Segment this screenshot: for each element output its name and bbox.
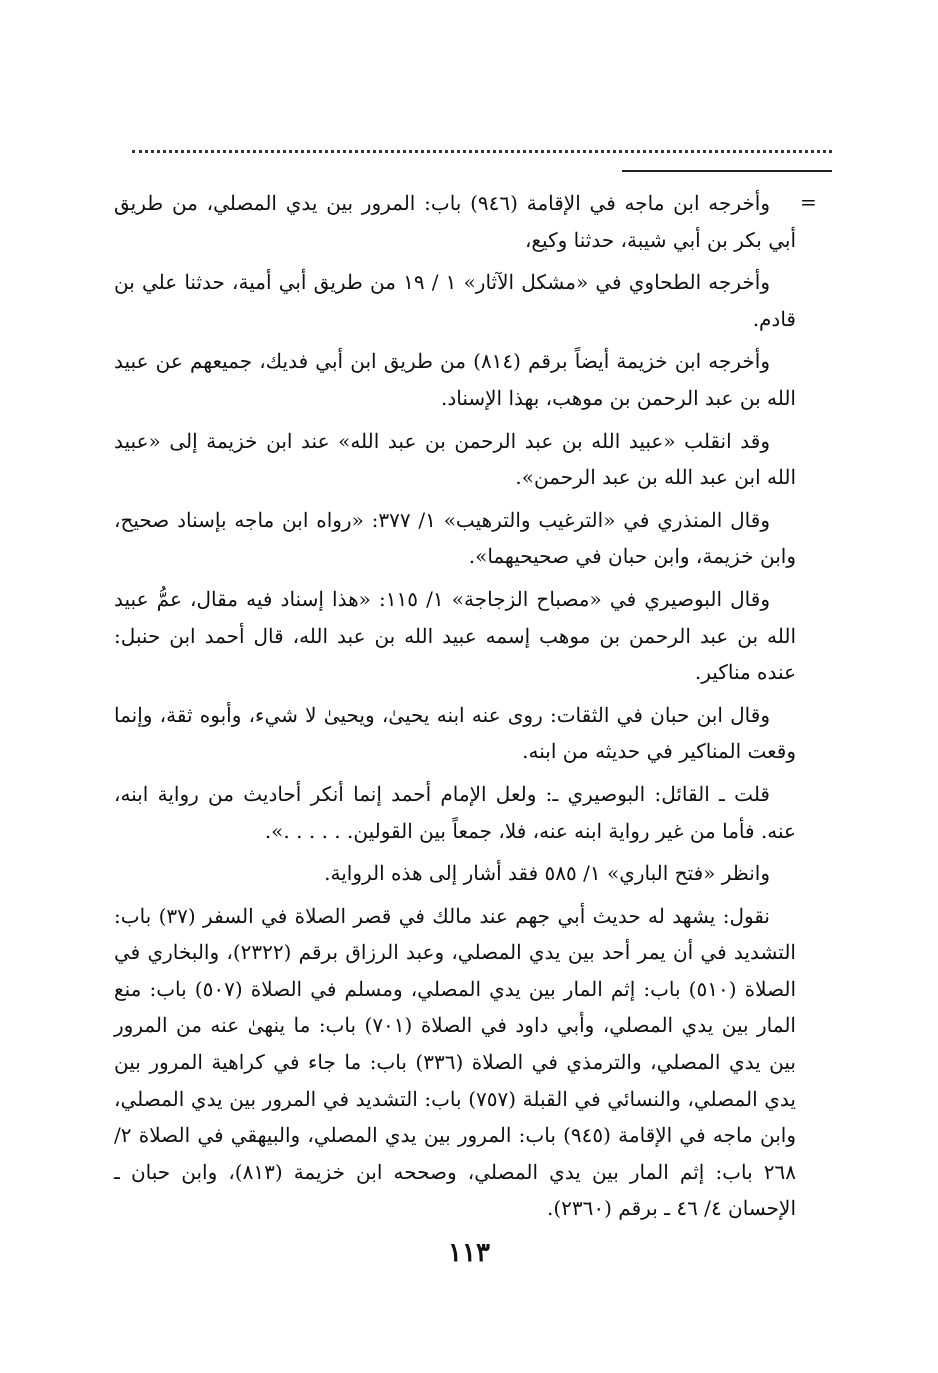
page-number: ١١٣ <box>448 1238 490 1268</box>
dotted-separator <box>132 150 832 153</box>
paragraph: نقول: يشهد له حديث أبي جهم عند مالك في قصر الصلاة في السفر (٣٧) باب: التشديد في أن يمر أحد بين يدي المصلي، وعبد الرزاق برقم (٢٣٢٢)، والبخاري في الصلاة (٥١٠) باب: إثم المار بين يدي المصلي، ومسلم في الصلاة (٥٠٧) باب: منع المار بين يدي المصلي، وأبي داود في الصلاة (٧٠١) باب: ما ينهىٰ عنه من المرور بين يدي المصلي، والترمذي في الصلاة (٣٣٦) باب: ما جاء في كراهية المرور بين يدي المصلي، والنسائي في القبلة (٧٥٧) باب: التشديد في المرور بين يدي المصلي، وابن ماجه في الإقامة (٩٤٥) باب: المرور بين يدي المصلي، والبيهقي في الصلاة ٢/ ٢٦٨ باب: إثم المار بين يدي المصلي، وصححه ابن خزيمة (٨١٣)، وابن حبان ـ الإحسان ٤/ ٤٦ ـ برقم (٢٣٦٠). <box>114 903 797 1221</box>
continuation-mark: = <box>800 190 817 214</box>
footnote-rule <box>622 170 832 172</box>
paragraph: وأخرجه ابن ماجه في الإقامة (٩٤٦) باب: المرور بين يدي المصلي، من طريق أبي بكر بن أبي شيبة، حدثنا وكيع، <box>114 191 796 252</box>
paragraph: وانظر «فتح الباري» ١/ ٥٨٥ فقد أشار إلى هذه الرواية. <box>324 861 770 886</box>
paragraph: وقال البوصيري في «مصباح الزجاجة» ١/ ١١٥: «هذا إسناد فيه مقال، عمُّ عبيد الله بن عبد الرحمن بن موهب إسمه عبيد الله بن عبد الله، قال أحمد ابن حنبل: عنده مناكير. <box>114 586 796 685</box>
paragraph: وأخرجه الطحاوي في «مشكل الآثار» ١ / ١٩ من طريق أبي أمية، حدثنا علي بن قادم. <box>114 270 796 331</box>
paragraph: وقد انقلب «عبيد الله بن عبد الرحمن بن عبد الله» عند ابن خزيمة إلى «عبيد الله ابن عبد الله بن عبد الرحمن». <box>114 428 796 490</box>
paragraph: وقال المنذري في «الترغيب والترهيب» ١/ ٣٧٧: «رواه ابن ماجه بإسناد صحيح، وابن خزيمة، وابن حبان في صحيحيهما». <box>114 507 796 569</box>
paragraph: وقال ابن حبان في الثقات: روى عنه ابنه يحيىٰ، ويحيىٰ لا شيء، وأبوه ثقة، وإنما وقعت المناكير في حديثه من ابنه. <box>114 702 796 764</box>
paragraph: وأخرجه ابن خزيمة أيضاً برقم (٨١٤) من طريق ابن أبي فديك، جميعهم عن عبيد الله بن عبد الرحمن بن موهب، بهذا الإسناد. <box>114 349 796 410</box>
paragraph: قلت ـ القائل: البوصيري ـ: ولعل الإمام أحمد إنما أنكر أحاديث من رواية ابنه، عنه. فأما من غير رواية ابنه عنه، فلا، جمعاً بين القولين. . . . . .». <box>114 781 796 843</box>
footnote-text <box>114 185 796 1233</box>
